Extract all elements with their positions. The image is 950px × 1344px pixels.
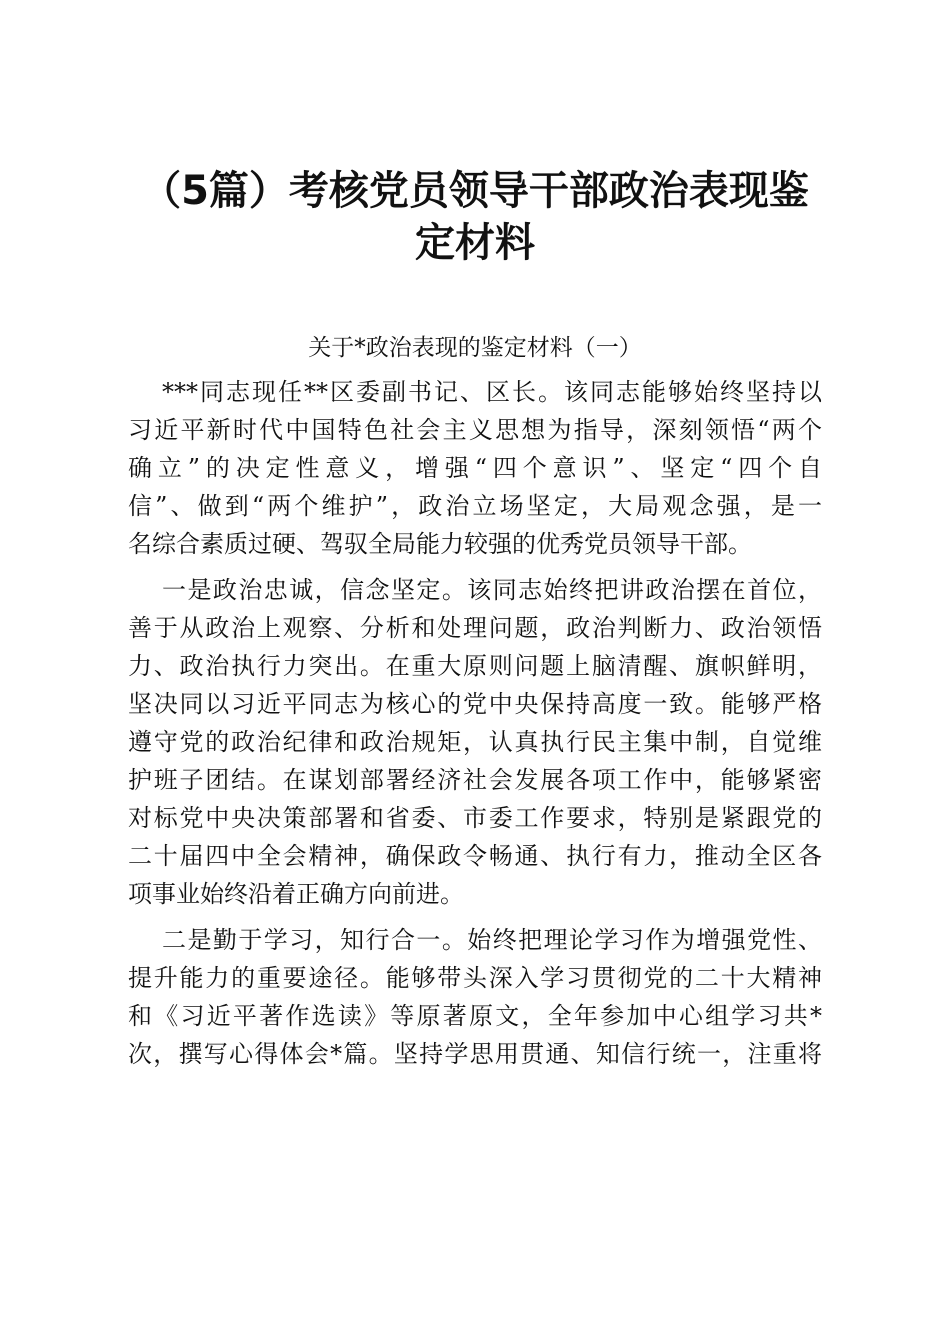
title-line-2: 定材料 [415,220,535,266]
text-line: 对标党中央决策部署和省委、市委工作要求，特别是紧跟党的 [128,804,822,832]
text-line: 遵守党的政治纪律和政治规矩，认真执行民主集中制，自觉维 [128,728,822,756]
text-line: 次，撰写心得体会*篇。坚持学思用贯通、知信行统一，注重将 [128,1040,822,1068]
text-line: 二十届四中全会精神，确保政令畅通、执行有力，推动全区各 [128,842,822,870]
text-line: ***同志现任**区委副书记、区长。该同志能够始终坚持以 [162,378,822,406]
text-line: 力、政治执行力突出。在重大原则问题上脑清醒、旗帜鲜明， [128,652,822,680]
text-line: 习近平新时代中国特色社会主义思想为指导，深刻领悟“两个 [128,416,822,444]
text-line: 信”、做到“两个维护”，政治立场坚定，大局观念强，是一 [128,492,822,520]
text-line: 一是政治忠诚，信念坚定。该同志始终把讲政治摆在首位， [162,576,822,604]
section-subtitle: 关于*政治表现的鉴定材料（一） [308,335,642,361]
paragraph [128,571,822,913]
text-line: 项事业始终沿着正确方向前进。 [128,880,464,908]
document-title [0,165,950,269]
title-line-1: （5篇）考核党员领导干部政治表现鉴 [141,168,809,214]
text-line: 坚决同以习近平同志为核心的党中央保持高度一致。能够严格 [128,690,822,718]
text-line: 提升能力的重要途径。能够带头深入学习贯彻党的二十大精神 [128,964,822,992]
text-line: 护班子团结。在谋划部署经济社会发展各项工作中，能够紧密 [128,766,822,794]
text-line: 和《习近平著作选读》等原著原文，全年参加中心组学习共* [128,1002,822,1030]
text-line: 名综合素质过硬、驾驭全局能力较强的优秀党员领导干部。 [128,530,752,558]
document-body [128,373,822,1081]
text-line: 二是勤于学习，知行合一。始终把理论学习作为增强党性、 [162,926,822,954]
text-line: 确立”的决定性意义，增强“四个意识”、坚定“四个自 [128,454,822,482]
text-line: 善于从政治上观察、分析和处理问题，政治判断力、政治领悟 [128,614,822,642]
paragraph [128,373,822,563]
paragraph [128,921,822,1073]
